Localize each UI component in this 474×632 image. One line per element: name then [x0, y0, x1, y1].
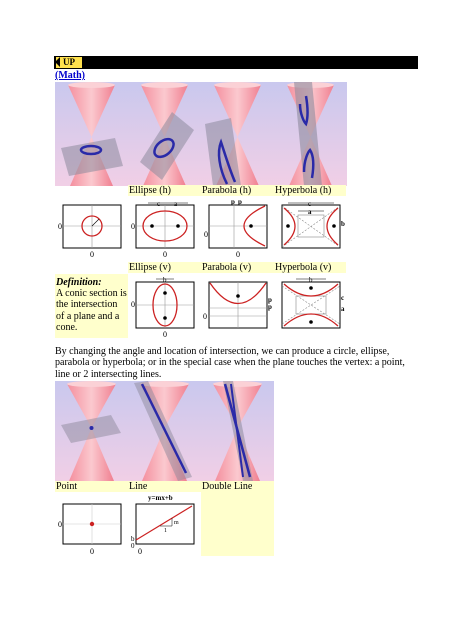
- zero-label: 0: [131, 542, 135, 550]
- hyperbola-h-graph: [274, 196, 347, 262]
- zero-label: 0: [138, 547, 142, 556]
- label-hyperbola-h: Hyperbola (h): [275, 185, 332, 196]
- degenerate-graphs: [55, 492, 201, 558]
- p-label: p: [231, 198, 235, 206]
- horizontal-conic-graphs: [55, 196, 347, 262]
- label-hyperbola-v: Hyperbola (v): [275, 262, 332, 273]
- definition-title: Definition:: [56, 277, 102, 288]
- definition-text: A conic section is the intersection of a plane and a cone.: [56, 288, 127, 334]
- degenerate-conics-images: [55, 381, 274, 481]
- zero-label: 0: [163, 250, 167, 259]
- a-label: a: [341, 305, 345, 313]
- p-label: p: [268, 303, 272, 311]
- up-button[interactable]: UP: [56, 57, 82, 68]
- a-label: a: [174, 200, 178, 208]
- parabola-v-graph: [203, 282, 272, 328]
- b-label: b: [341, 220, 345, 228]
- b-label: b: [309, 276, 313, 284]
- zero-label: 0: [58, 520, 62, 529]
- p-label: p: [268, 296, 272, 304]
- zero-label: 0: [90, 250, 94, 259]
- vertical-conic-graphs: [128, 274, 347, 338]
- circle-graph: [55, 196, 128, 262]
- ellipse-cone-image: [55, 82, 128, 186]
- zero-label: 0: [204, 230, 208, 239]
- line-cone-image: [128, 381, 201, 481]
- parabola-cone-image-h: [128, 82, 201, 186]
- line-graph: [131, 494, 194, 556]
- label-parabola-h: Parabola (h): [202, 185, 252, 196]
- c-label: c: [341, 294, 345, 302]
- label-parabola-v: Parabola (v): [202, 262, 252, 273]
- ellipse-h-graph: [128, 196, 201, 262]
- m-label: m: [174, 520, 179, 526]
- b-label: b: [163, 276, 167, 284]
- line-equation: y=mx+b: [148, 494, 173, 502]
- label-line: Line: [129, 481, 148, 492]
- a-label: a: [308, 208, 312, 216]
- math-link[interactable]: (Math): [55, 70, 85, 81]
- c-label: c: [308, 200, 312, 208]
- zero-label: 0: [131, 300, 135, 309]
- double-line-cone-image: [201, 381, 274, 481]
- zero-label: 0: [203, 312, 207, 321]
- hyperbola-v-graph: [282, 276, 345, 328]
- zero-label: 0: [131, 222, 135, 231]
- zero-label: 0: [163, 330, 167, 338]
- label-point: Point: [56, 481, 78, 492]
- label-double-line: Double Line: [202, 481, 253, 492]
- point-graph: [58, 504, 121, 556]
- ellipse-v-graph: [131, 276, 194, 338]
- one-label: 1: [164, 528, 167, 534]
- label-ellipse-v: Ellipse (v): [129, 262, 171, 273]
- parabola-cone-image: [201, 82, 274, 186]
- zero-label: 0: [90, 547, 94, 556]
- conic-sections-images: [55, 82, 347, 186]
- label-ellipse-h: Ellipse (h): [129, 185, 171, 196]
- empty-yellow-cell: [201, 492, 274, 556]
- point-cone-image: [55, 381, 128, 481]
- zero-label: 0: [58, 222, 62, 231]
- zero-label: 0: [236, 250, 240, 259]
- b-label: b: [131, 535, 135, 543]
- parabola-h-graph: [201, 196, 274, 262]
- top-navigation-bar: [54, 56, 418, 69]
- hyperbola-cone-image: [274, 82, 347, 186]
- p-label: p: [238, 198, 242, 206]
- description-paragraph: By changing the angle and location of intersection, we can produce a circle, ellipse, parabola or hyperbola; or in the special case when the plane touches the vertex: a point, line or 2 intersecting lines.: [55, 346, 405, 380]
- c-label: c: [157, 200, 161, 208]
